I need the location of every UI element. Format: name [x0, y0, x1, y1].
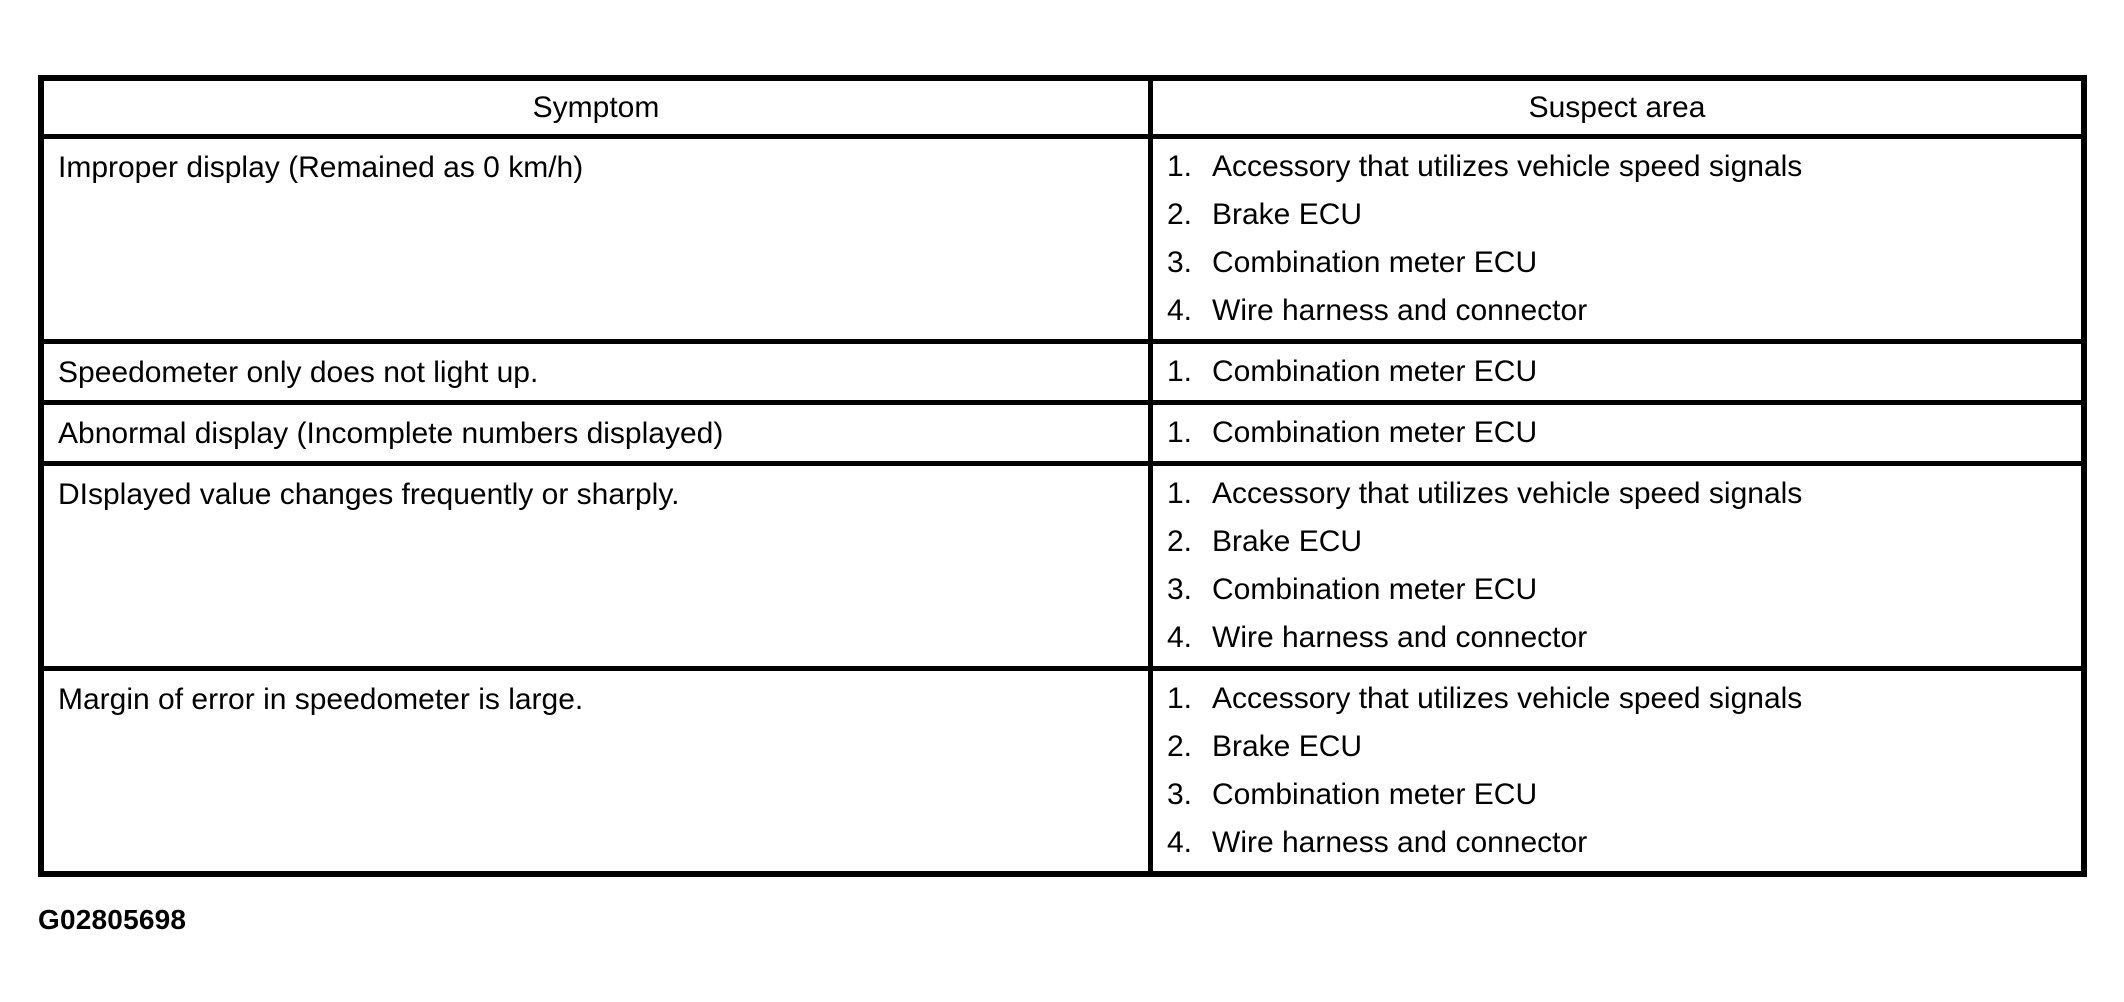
table-row: [41, 464, 2084, 669]
suspect-item-number: 4.: [1167, 826, 1193, 859]
table-body: [41, 137, 2084, 875]
suspect-item: [1167, 614, 2067, 662]
suspect-column-header: Suspect area: [1151, 78, 2085, 137]
suspect-list: [1167, 675, 2067, 867]
suspect-item: [1167, 675, 2067, 723]
suspect-item: [1167, 239, 2067, 287]
suspect-item-number: 4.: [1167, 621, 1193, 654]
symptom-cell: Improper display (Remained as 0 km/h): [41, 137, 1151, 342]
table-row: [41, 137, 2084, 342]
suspect-cell: [1151, 464, 2085, 669]
suspect-item-text: Accessory that utilizes vehicle speed signals: [1212, 477, 1803, 510]
suspect-cell: [1151, 137, 2085, 342]
suspect-item: [1167, 143, 2067, 191]
figure-code: G02805698: [38, 904, 187, 935]
suspect-item-number: 3.: [1167, 246, 1193, 279]
symptom-cell: DIsplayed value changes frequently or sharply.: [41, 464, 1151, 669]
suspect-item: [1167, 409, 2067, 457]
suspect-list: [1167, 409, 2067, 457]
suspect-list: [1167, 348, 2067, 396]
symptom-cell: Margin of error in speedometer is large.: [41, 669, 1151, 875]
table-row: [41, 403, 2084, 464]
suspect-item-number: 1.: [1167, 416, 1193, 449]
suspect-item-text: Combination meter ECU: [1212, 355, 1538, 388]
suspect-item-text: Combination meter ECU: [1212, 416, 1538, 449]
suspect-item-number: 1.: [1167, 477, 1193, 510]
suspect-item-text: Combination meter ECU: [1212, 573, 1538, 606]
suspect-item: [1167, 771, 2067, 819]
table-row: [41, 342, 2084, 403]
suspect-item: [1167, 518, 2067, 566]
suspect-cell: [1151, 669, 2085, 875]
suspect-item-text: Wire harness and connector: [1212, 621, 1588, 654]
suspect-item-text: Brake ECU: [1212, 198, 1363, 231]
suspect-item-text: Accessory that utilizes vehicle speed signals: [1212, 682, 1803, 715]
suspect-item-text: Combination meter ECU: [1212, 778, 1538, 811]
suspect-item-number: 4.: [1167, 294, 1193, 327]
suspect-item: [1167, 566, 2067, 614]
suspect-item-number: 3.: [1167, 573, 1193, 606]
suspect-item-number: 1.: [1167, 150, 1193, 183]
symptom-cell: Speedometer only does not light up.: [41, 342, 1151, 403]
suspect-item-number: 2.: [1167, 525, 1193, 558]
suspect-cell: [1151, 342, 2085, 403]
symptom-column-header: Symptom: [41, 78, 1151, 137]
suspect-list: [1167, 470, 2067, 662]
suspect-item: [1167, 191, 2067, 239]
suspect-list: [1167, 143, 2067, 335]
suspect-item-number: 2.: [1167, 730, 1193, 763]
suspect-item-text: Wire harness and connector: [1212, 826, 1588, 859]
suspect-item-number: 1.: [1167, 355, 1193, 388]
suspect-item-text: Accessory that utilizes vehicle speed signals: [1212, 150, 1803, 183]
suspect-item-text: Brake ECU: [1212, 730, 1363, 763]
suspect-item: [1167, 723, 2067, 771]
suspect-item-text: Combination meter ECU: [1212, 246, 1538, 279]
suspect-item-number: 3.: [1167, 778, 1193, 811]
suspect-item-number: 1.: [1167, 682, 1193, 715]
suspect-item: [1167, 470, 2067, 518]
suspect-item-text: Wire harness and connector: [1212, 294, 1588, 327]
suspect-item: [1167, 819, 2067, 867]
table-header-row: [41, 78, 2084, 137]
table-row: [41, 669, 2084, 875]
symptom-table: [38, 75, 2087, 877]
symptom-cell: Abnormal display (Incomplete numbers displayed): [41, 403, 1151, 464]
suspect-item: [1167, 287, 2067, 335]
suspect-item-number: 2.: [1167, 198, 1193, 231]
suspect-item-text: Brake ECU: [1212, 525, 1363, 558]
suspect-item: [1167, 348, 2067, 396]
suspect-cell: [1151, 403, 2085, 464]
